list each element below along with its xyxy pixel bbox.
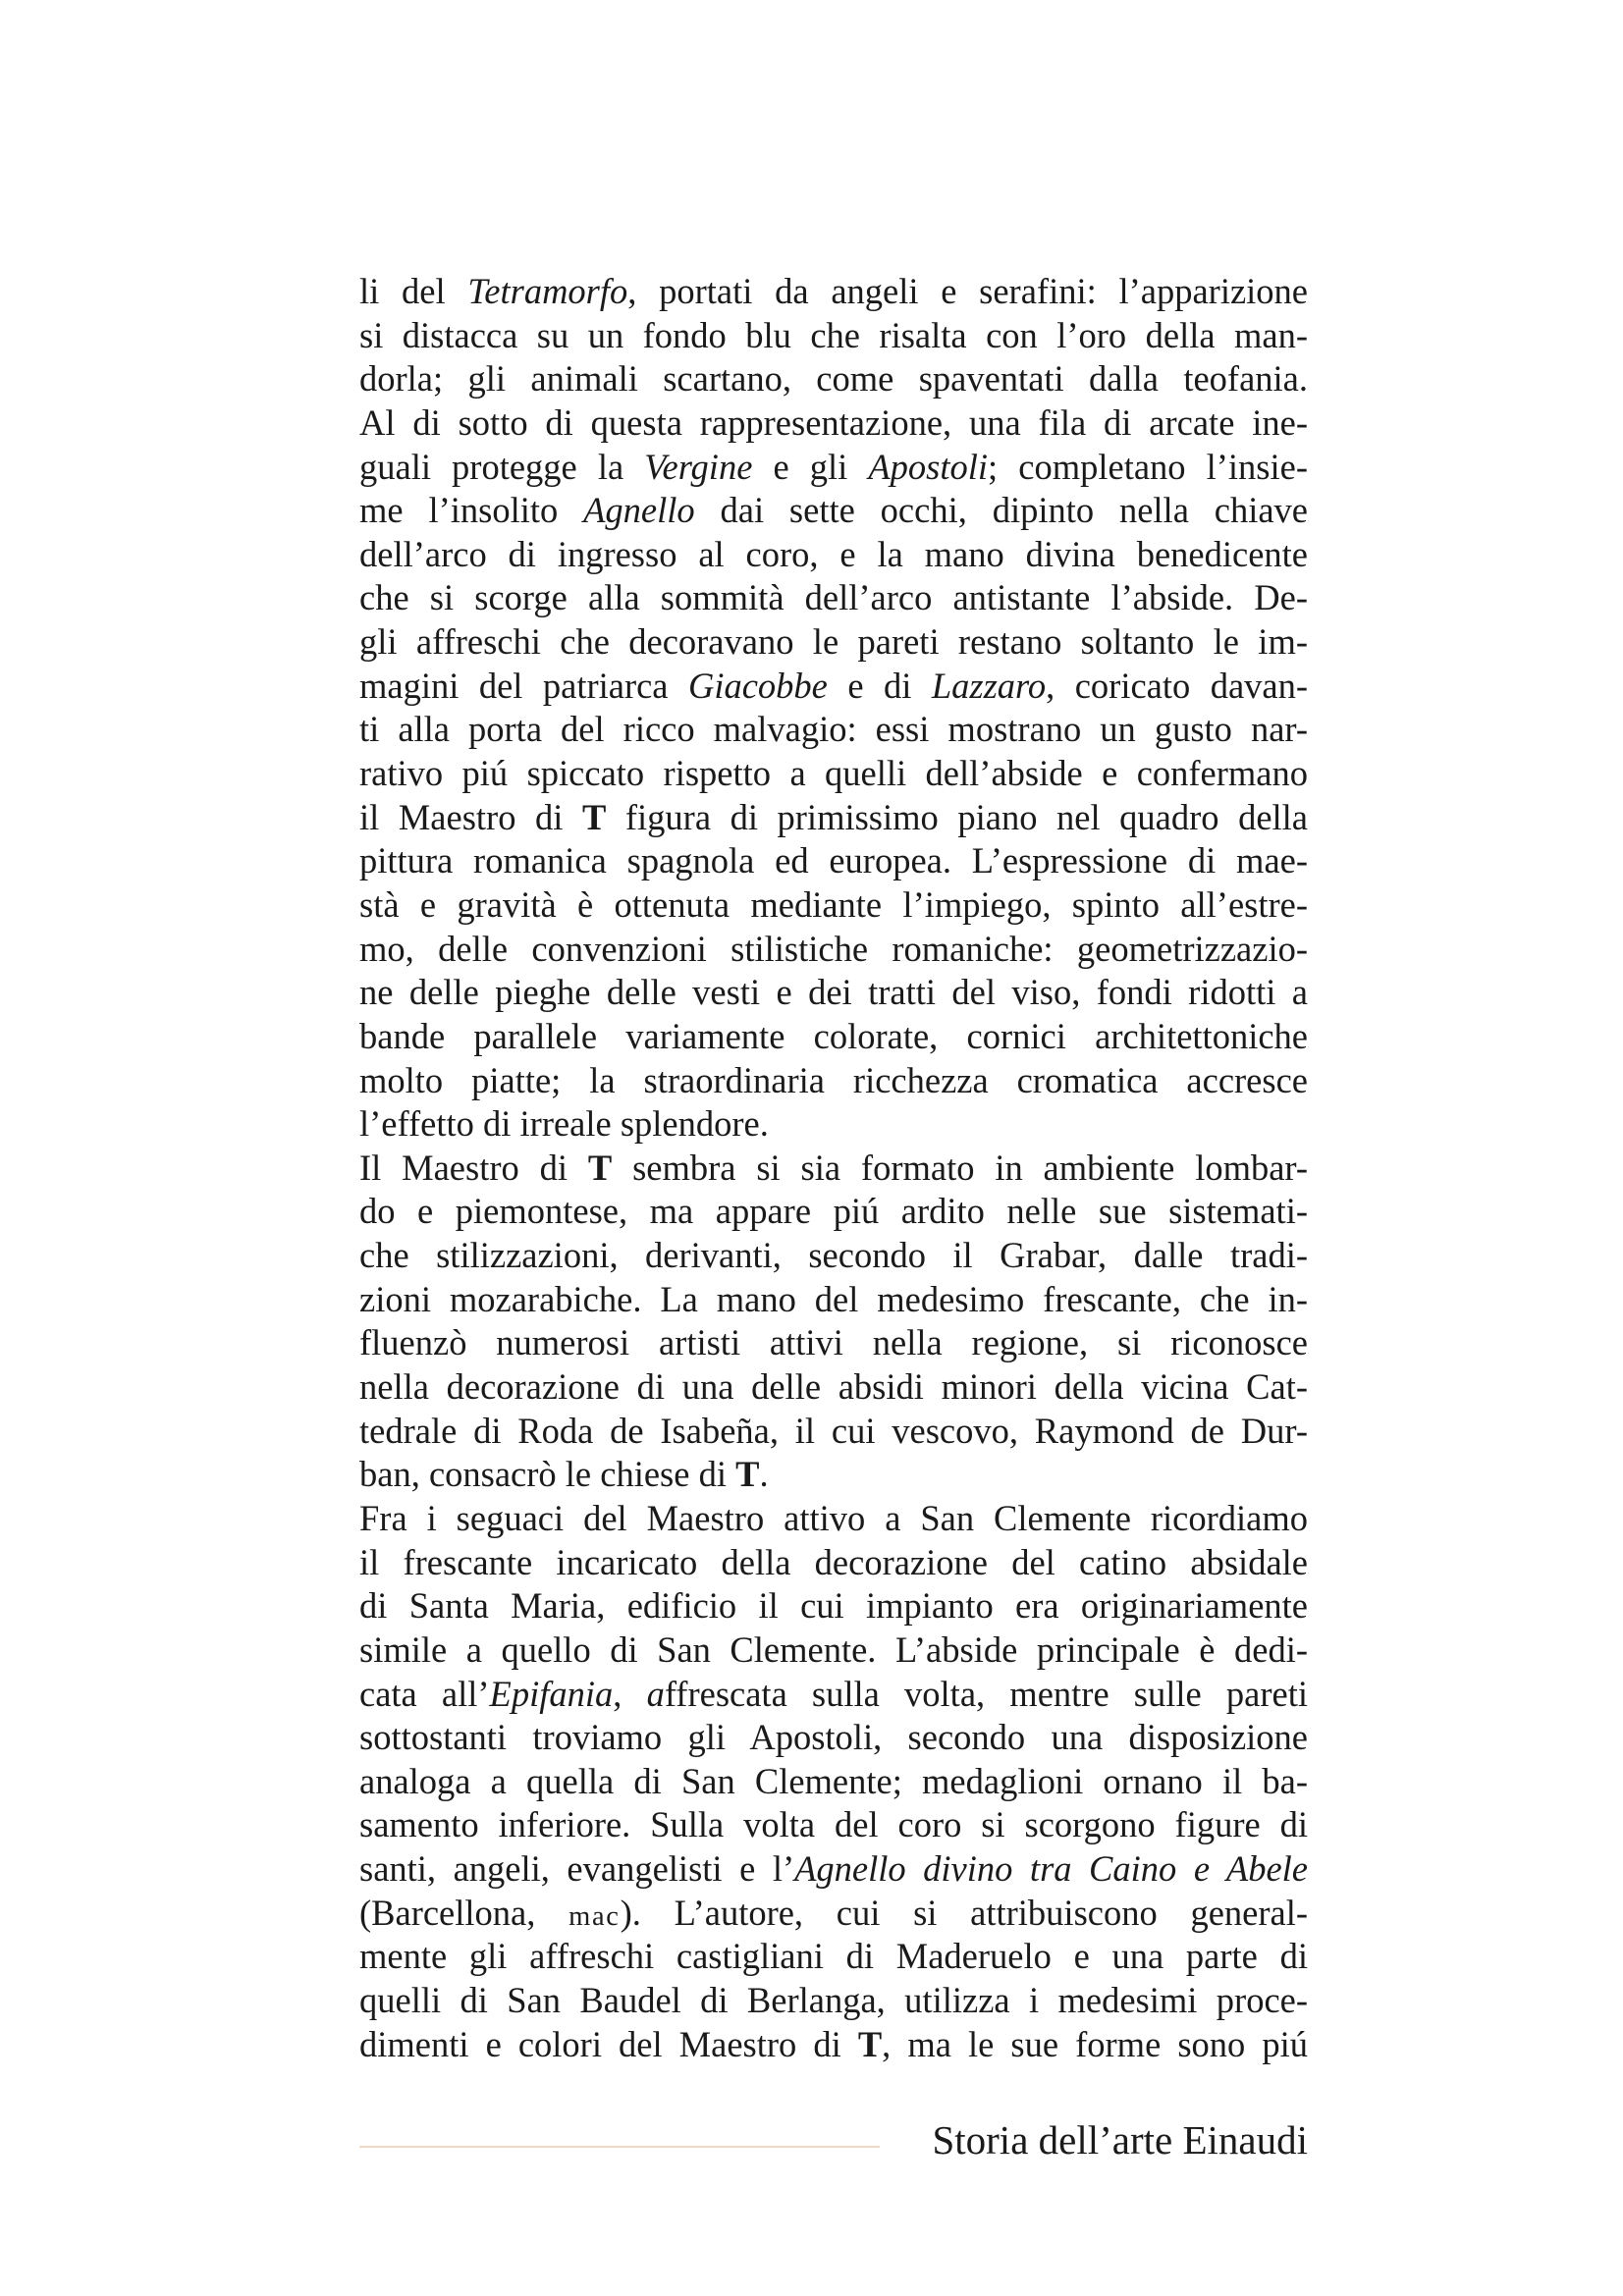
text-line <box>359 314 1308 358</box>
text-line <box>359 1979 1308 2023</box>
text-run: samento inferiore. Sulla volta del coro si scorgono figure di <box>359 1804 1308 1845</box>
text-run: analoga a quella di San Clemente; medaglioni ornano il ba- <box>359 1760 1308 1801</box>
text-run: molto piatte; la straordinaria ricchezza cromatica accresce <box>359 1059 1308 1100</box>
text-run: e di <box>827 665 932 706</box>
italic-text: Agnello <box>583 490 695 531</box>
text-run: Al di sotto di questa rappresentazione, una fila di arcate ine- <box>359 401 1308 443</box>
italic-text: Apostoli <box>868 446 989 487</box>
text-run: . <box>759 1454 769 1495</box>
text-run: che si scorge alla sommità dell’arco antistante l’abside. De- <box>359 577 1308 618</box>
text-line <box>359 1321 1308 1365</box>
text-run: nella decorazione di una delle absidi minori della vicina Cat- <box>359 1366 1308 1408</box>
text-line <box>359 928 1308 972</box>
text-run: di Santa Maria, edificio il cui impianto era originariamente <box>359 1585 1308 1627</box>
text-run: il frescante incaricato della decorazione del catino absidale <box>359 1541 1308 1582</box>
text-run: dai sette occhi, dipinto nella chiave <box>694 490 1308 531</box>
italic-text: Tetramorfo <box>467 271 628 311</box>
text-run: , portati da angeli e serafini: l’apparizione <box>627 271 1308 311</box>
text-run: li del <box>359 271 468 311</box>
text-line <box>359 1453 1308 1497</box>
text-run: me l’insolito <box>359 490 584 531</box>
text-run: sottostanti troviamo gli Apostoli, secondo una disposizione <box>359 1717 1308 1758</box>
text-line <box>359 1847 1308 1892</box>
text-run: santi, angeli, evangelisti e l’ <box>359 1848 795 1890</box>
text-line <box>359 839 1308 883</box>
text-line <box>359 1760 1308 1804</box>
text-line <box>359 1935 1308 1979</box>
text-line <box>359 1059 1308 1103</box>
text-line <box>359 971 1308 1015</box>
page-footer <box>359 2110 1308 2169</box>
text-line <box>359 1803 1308 1847</box>
text-run: stà e gravità è ottenuta mediante l’impiego, spinto all’estre- <box>359 883 1308 925</box>
text-line <box>359 883 1308 928</box>
text-line <box>359 708 1308 752</box>
body-text <box>359 270 1308 2066</box>
text-line <box>359 489 1308 533</box>
text-run: simile a quello di San Clemente. L’abside principale è dedi- <box>359 1629 1308 1670</box>
text-line <box>359 2023 1308 2067</box>
text-run: dorla; gli animali scartano, come spaventati dalla teofania. <box>359 358 1308 400</box>
text-line <box>359 1629 1308 1673</box>
text-run: mo, delle convenzioni stilistiche romaniche: geometrizzazio- <box>359 928 1308 969</box>
text-line <box>359 1716 1308 1760</box>
italic-text: a <box>646 1673 665 1714</box>
text-run: rativo piú spiccato rispetto a quelli dell’abside e confermano <box>359 753 1308 794</box>
text-run: dimenti e colori del Maestro di <box>359 2023 858 2064</box>
text-line <box>359 665 1308 709</box>
text-run: e gli <box>752 446 869 487</box>
text-line <box>359 1234 1308 1278</box>
bold-text: T <box>857 2023 883 2064</box>
text-line <box>359 533 1308 577</box>
italic-text: Vergine <box>644 446 753 487</box>
text-line <box>359 752 1308 796</box>
text-line <box>359 1147 1308 1191</box>
italic-text: Lazzaro <box>931 665 1047 706</box>
italic-text: Epifania <box>489 1673 614 1714</box>
text-run: ). L’autore, cui si attribuiscono general- <box>620 1892 1308 1933</box>
text-line <box>359 1190 1308 1234</box>
text-line <box>359 1892 1308 1936</box>
text-run: che stilizzazioni, derivanti, secondo il Grabar, dalle tradi- <box>359 1235 1308 1276</box>
text-run: figura di primissimo piano nel quadro della <box>606 796 1308 837</box>
text-run: cata all’ <box>359 1673 490 1714</box>
text-run: magini del patriarca <box>359 665 688 706</box>
text-run: dell’arco di ingresso al coro, e la mano divina benedicente <box>359 533 1308 574</box>
text-run: , ma le sue forme sono piú <box>882 2023 1308 2064</box>
text-line <box>359 1102 1308 1147</box>
text-line <box>359 1365 1308 1410</box>
text-run: Il Maestro di <box>359 1147 588 1188</box>
text-run: ti alla porta del ricco malvagio: essi mostrano un gusto nar- <box>359 709 1308 750</box>
text-line <box>359 446 1308 490</box>
text-run: ne delle pieghe delle vesti e dei tratti del viso, fondi ridotti a <box>359 972 1308 1013</box>
italic-text: Agnello divino tra Caino e Abele <box>794 1848 1308 1890</box>
text-line <box>359 796 1308 840</box>
italic-text: Giacobbe <box>687 665 828 706</box>
text-run: fluenzò numerosi artisti attivi nella regione, si riconosce <box>359 1322 1308 1363</box>
footer-title: Storia dell’arte Einaudi <box>932 2117 1308 2163</box>
text-line <box>359 1410 1308 1454</box>
text-run: ban, consacrò le chiese di <box>359 1454 736 1495</box>
footer-rule <box>359 2146 880 2148</box>
text-run: do e piemontese, ma appare piú ardito nelle sue sistemati- <box>359 1191 1308 1232</box>
text-line <box>359 620 1308 665</box>
text-line <box>359 1584 1308 1629</box>
text-run: mente gli affreschi castigliani di Maderuelo e una parte di <box>359 1936 1308 1977</box>
text-line <box>359 1541 1308 1585</box>
bold-text: T <box>735 1454 760 1495</box>
text-run: tedrale di Roda de Isabeña, il cui vescovo, Raymond de Dur- <box>359 1410 1308 1451</box>
text-line <box>359 1015 1308 1059</box>
text-run: il Maestro di <box>359 796 582 837</box>
bold-text: T <box>581 796 607 837</box>
text-run: bande parallele variamente colorate, cornici architettoniche <box>359 1015 1308 1056</box>
text-line <box>359 576 1308 620</box>
text-run: ffrescata sulla volta, mentre sulle pareti <box>664 1673 1308 1714</box>
text-line <box>359 270 1308 314</box>
text-run: (Barcellona, <box>359 1892 569 1933</box>
text-run: , coricato davan- <box>1046 665 1308 706</box>
text-run: l’effetto di irreale splendore. <box>359 1103 769 1145</box>
text-line <box>359 1497 1308 1541</box>
text-run: pittura romanica spagnola ed europea. L’espressione di mae- <box>359 840 1308 881</box>
text-run: Fra i seguaci del Maestro attivo a San Clemente ricordiamo <box>359 1497 1308 1538</box>
text-line <box>359 401 1308 446</box>
text-line <box>359 1673 1308 1717</box>
text-run: , <box>613 1673 647 1714</box>
text-line <box>359 1278 1308 1322</box>
small-caps-text: mac <box>568 1900 621 1932</box>
text-run: guali protegge la <box>359 446 645 487</box>
text-run: gli affreschi che decoravano le pareti restano soltanto le im- <box>359 621 1308 663</box>
bold-text: T <box>587 1147 613 1188</box>
text-run: ; completano l’insie- <box>988 446 1308 487</box>
text-run: si distacca su un fondo blu che risalta con l’oro della man- <box>359 314 1308 355</box>
text-run: quelli di San Baudel di Berlanga, utilizza i medesimi proce- <box>359 1979 1308 2020</box>
text-line <box>359 357 1308 401</box>
text-run: sembra si sia formato in ambiente lombar- <box>612 1147 1308 1188</box>
text-run: zioni mozarabiche. La mano del medesimo frescante, che in- <box>359 1278 1308 1319</box>
